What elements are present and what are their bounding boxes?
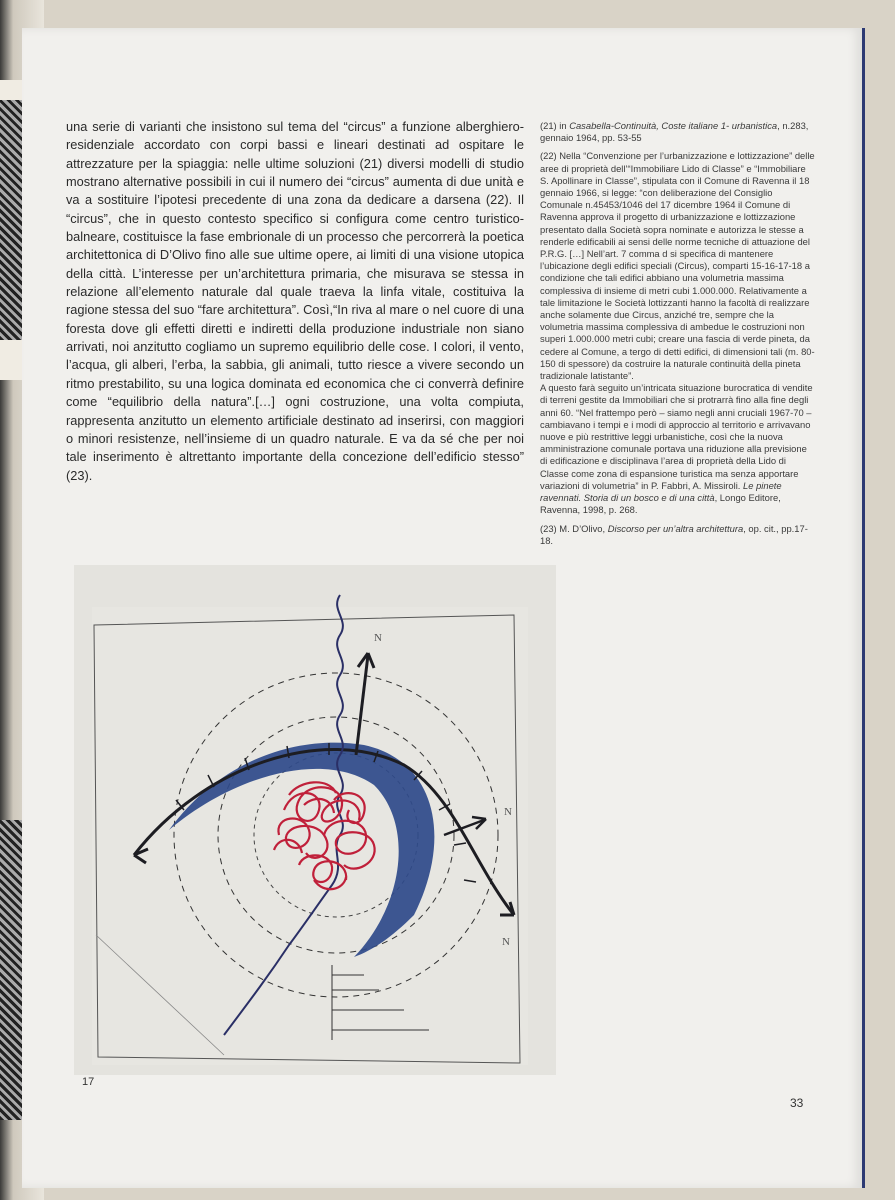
north-label-top: N xyxy=(374,632,382,644)
page xyxy=(22,28,865,1188)
footnote-22-continued: A questo farà seguito un’intricata situazione burocratica di vendite di terreni gestite da Immobiliari che si protrarrà fino alla fine degli anni 60. “Nel frattempo però – siamo negli anni cruciali 1967-70 – cambiavano i tempi e i modi di approccio al territorio e arrivavano nuove e più restrittive leggi urbanistiche, così che la nuova amministrazione comunale portava una riduzione alla previsione di edificazione e disciplinava l’area di proprietà della Lido di Classe come zona di espansione turistica ma senza apportare variazioni di volumetria” in P. Fabbri, A. Missiroli. Le pinete ravennati. Storia di un bosco e di una città, Longo Editore, Ravenna, 1998, p. 268. xyxy=(540,382,813,516)
figure-number: 17 xyxy=(82,1076,95,1088)
sketch-drawing xyxy=(74,565,556,1075)
footnotes xyxy=(540,120,816,553)
north-label-right: N xyxy=(504,806,512,818)
body-text: una serie di varianti che insistono sul tema del “circus” a funzione alberghiero-residenziale accordato con corpi bassi e lineari destinati ad ospitare le attrezzature per la spiaggia: nelle ultime soluzioni (21) diversi modelli di studio mostrano alternative possibili in cui il numero dei “circus” aumenta di due unità e va a sostituire l’ipotesi precedente di una zona da dedicare a darsena (22). Il “circus”, che in questo contesto specifico si configura come centro turistico-balneare, costituisce la fase embrionale di un processo che percorrerà la poetica architettonica di D’Olivo fino alle sue ultime opere, ai limiti di una visione utopica della città. L’interesse per un’architettura primaria, che misurava se stessa in relazione all’elemento naturale dal quale traeva la linfa vitale, costituiva la ragione stessa del suo “fare architettura”. Così,“In riva al mare o nel cuore di una foresta dove gli effetti diretti e indiretti della produzione industriale non siano arrivati, noi anzitutto cogliamo un supremo equilibrio delle cose. I colori, il vento, l’acqua, gli alberi, l’erba, la sabbia, gli animali, tutto riesce a vivere secondo un ritmo prestabilito, su una logica dominata ed economica che ci converrà definire come “equilibrio della natura”.[…] ogni costruzione, una volta compiuta, rappresenta anzitutto un elemento artificiale destinato ad inserirsi, con maggiori o minori resistenze, nell’insieme di un quadro naturale. E va da sé che per noi tale inserimento è altrettanto importante della concezione dell’edificio stesso” (23). xyxy=(66,119,524,483)
north-label-bottom: N xyxy=(502,936,510,948)
sketch-figure xyxy=(74,565,556,1075)
footnote-23: (23) M. D’Olivo, Discorso per un’altra architettura, op. cit., pp.17-18. xyxy=(540,522,808,546)
page-number: 33 xyxy=(790,1096,804,1110)
footnote-22: (22) Nella “Convenzione per l’urbanizzazione e lottizzazione” delle aree di proprietà dell’“Immobiliare Lido di Classe” e “Immobiliare S. Apollinare in Classe”, stipulata con il Comune di Ravenna il 18 gennaio 1966, si legge: “con deliberazione del Consiglio Comunale n.45453/1046 del 17 dicembre 1964 il Comune di Ravenna approva il progetto di urbanizzazione e lottizzazione presentato dalla Società sopra nominate e autorizza le stesse a renderle edificabili ai sensi delle norme tecniche di attuazione del P.R.G. […] Nell’art. 7 comma d si specifica di mantenere l’ubicazione degli edifici speciali (Circus), comparti 15-16-17-18 a condizione che tali edifici abbiano una volumetria massima complessiva di insieme di metri cubi 1.000.000. Relativamente a tale limitazione le Società lottizzanti hanno la facoltà di realizzare anche solamente due Circus, anziché tre, sempre che la volumetria massima complessiva di ambedue le costruzioni non superi 1.000.000 metri cubi; creare una fascia di verde pineta, da cedere al Comune, a tergo di detti edifici, di dimensioni tali (m. 80-150 di spessore) da costruire la naturale continuità della pineta tradizionale latistante”. xyxy=(540,150,815,382)
footnote-21: (21) in Casabella-Continuità, Coste italiane 1- urbanistica, n.283, gennaio 1964, pp. 53-55 xyxy=(540,120,809,144)
